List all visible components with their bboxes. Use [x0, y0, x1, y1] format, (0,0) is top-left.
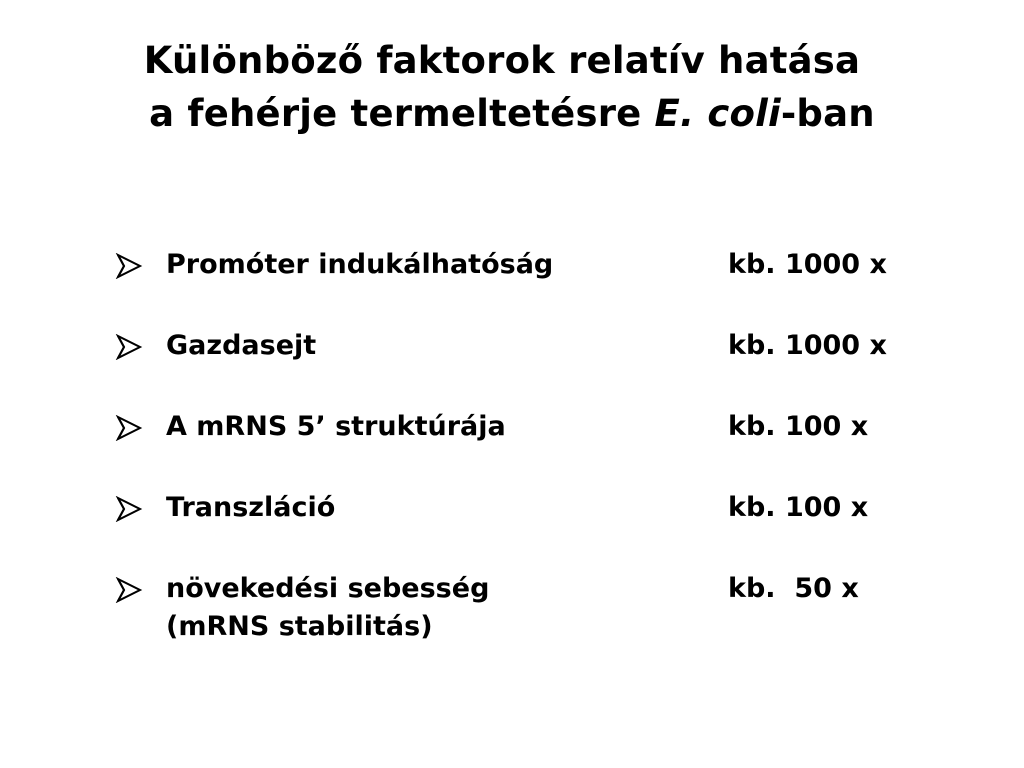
factor-value: kb. 50 x	[728, 573, 859, 604]
title-line-2	[0, 87, 1024, 140]
list-item	[110, 326, 990, 407]
slide-title	[0, 34, 1024, 140]
title-line-1: Különböző faktorok relatív hatása	[143, 39, 861, 82]
arrowhead-bullet-icon	[115, 496, 143, 522]
title-line-2-suffix: -ban	[780, 92, 875, 135]
factor-label: Transzláció	[166, 492, 336, 523]
arrowhead-bullet-icon	[115, 415, 143, 441]
arrowhead-bullet-icon	[115, 253, 143, 279]
factor-value: kb. 100 x	[728, 492, 869, 523]
factor-value: kb. 1000 x	[728, 330, 887, 361]
title-line-2-italic: E. coli	[654, 92, 781, 135]
factor-list	[110, 245, 990, 650]
list-item	[110, 488, 990, 569]
factor-label: A mRNS 5’ struktúrája	[166, 411, 506, 442]
title-line-2-prefix: a fehérje termeltetésre	[149, 92, 655, 135]
factor-label: növekedési sebesség	[166, 573, 490, 604]
list-item	[110, 569, 990, 650]
arrowhead-bullet-icon	[115, 334, 143, 360]
factor-label: Gazdasejt	[166, 330, 317, 361]
factor-label: Promóter indukálhatóság	[166, 249, 554, 280]
factor-value: kb. 100 x	[728, 411, 869, 442]
factor-value: kb. 1000 x	[728, 249, 887, 280]
arrowhead-bullet-icon	[115, 577, 143, 603]
factor-sublabel: (mRNS stabilitás)	[166, 611, 433, 642]
list-item	[110, 407, 990, 488]
list-item	[110, 245, 990, 326]
